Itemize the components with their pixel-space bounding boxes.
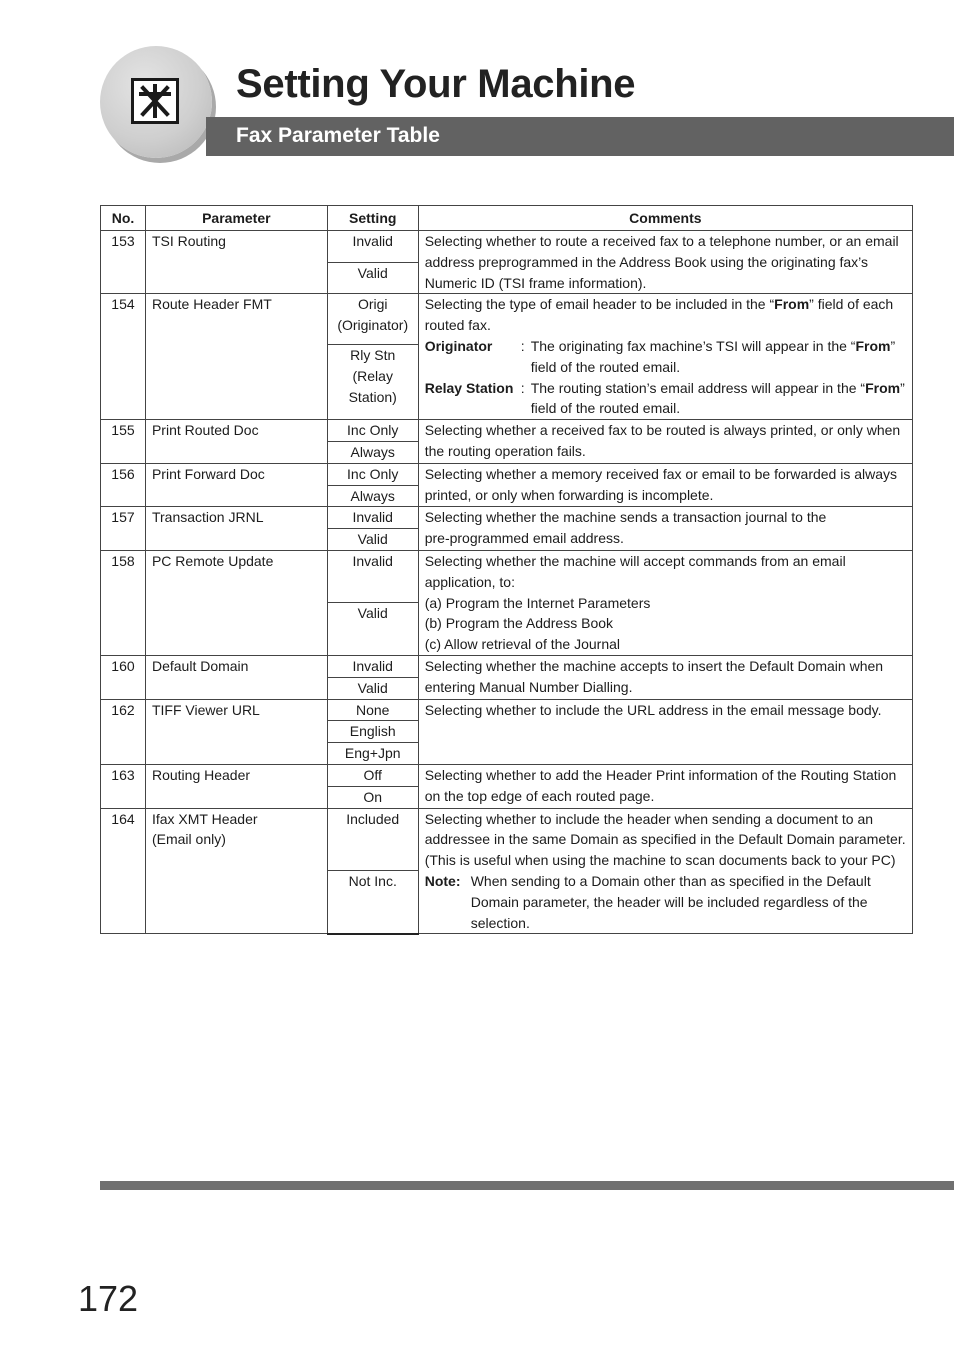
bold-field-name: From: [855, 337, 891, 354]
parameter-line: (Email only): [151, 831, 226, 848]
column-header-no: No.: [101, 206, 146, 231]
table-row: [101, 655, 913, 677]
parameter-line: Transaction JRNL: [151, 509, 264, 526]
column-header-comments: Comments: [418, 206, 912, 231]
cell-comments: [418, 764, 912, 808]
cell-setting-option: Not Inc.: [327, 870, 418, 934]
cell-setting-option: Always: [327, 485, 418, 507]
cell-comments: [418, 550, 912, 655]
parameter-line: Default Domain: [151, 657, 249, 674]
parameter-line: Route Header FMT: [151, 296, 272, 313]
cell-parameter: [145, 655, 327, 699]
cell-setting-option: None: [327, 699, 418, 721]
cell-setting-option: Invalid: [327, 550, 418, 602]
comment-line: Selecting whether the machine sends a transaction journal to the: [424, 509, 827, 526]
parameter-line: TIFF Viewer URL: [151, 701, 260, 718]
text-segment: The originating fax machine’s TSI will appear in the “: [530, 337, 856, 354]
parameter-line: TSI Routing: [151, 233, 226, 249]
table-row: [101, 231, 913, 263]
cell-setting-option: Rly Stn (Relay Station): [327, 344, 418, 419]
table-row: [101, 699, 913, 721]
option-description: [425, 378, 906, 420]
cell-setting-option: Included: [327, 808, 418, 870]
cell-comments: [418, 420, 912, 464]
comment-line: (c) Allow retrieval of the Journal: [424, 636, 621, 653]
comment-line: Selecting whether a memory received fax or email to be forwarded is always printed, or only when forwarding is incomplete.: [424, 465, 898, 503]
parameter-line: Routing Header: [151, 766, 251, 783]
cell-number: 153: [101, 231, 146, 294]
cell-parameter: [145, 808, 327, 934]
table-row: [101, 808, 913, 870]
cell-comments: [418, 463, 912, 507]
cell-number: 162: [101, 699, 146, 764]
comment-line: (a) Program the Internet Parameters: [424, 594, 651, 611]
cell-setting-option: English: [327, 721, 418, 743]
cell-number: 157: [101, 507, 146, 551]
cell-comments: [418, 231, 912, 294]
cell-setting-option: Inc Only: [327, 420, 418, 442]
table-row: [101, 294, 913, 345]
table-row: [101, 507, 913, 529]
cell-setting-option: Valid: [327, 262, 418, 294]
cell-comments: [418, 294, 912, 420]
comment-line: Selecting whether to include the header when sending a document to an addressee in the same Domain as specified in the Default Domain parameter. (This is useful when using the machine to scan documents back to your PC): [424, 810, 906, 869]
cell-parameter: [145, 699, 327, 764]
footer-rule: [100, 1181, 954, 1190]
cell-parameter: [145, 764, 327, 808]
comment-line: Selecting whether to add the Header Print information of the Routing Station on the top edge of each routed page.: [424, 766, 897, 804]
bold-field-name: From: [774, 296, 810, 313]
table-row: [101, 764, 913, 786]
page-number: 172: [78, 1278, 139, 1319]
text-segment: ” field of the routed email.: [530, 379, 905, 417]
column-header-parameter: Parameter: [145, 206, 327, 231]
cell-comments: [418, 655, 912, 699]
comment-line: Selecting whether to include the URL address in the email message body.: [424, 701, 882, 718]
parameter-line: Print Forward Doc: [151, 465, 265, 482]
cell-comments: [418, 507, 912, 551]
cell-setting-option: Always: [327, 441, 418, 463]
fax-parameter-table: [100, 205, 913, 935]
text-segment: ” field of the routed email.: [530, 337, 896, 375]
option-label: Originator: [424, 337, 493, 354]
cell-number: 155: [101, 420, 146, 464]
parameter-line: Print Routed Doc: [151, 422, 259, 439]
column-header-setting: Setting: [327, 206, 418, 231]
cell-number: 164: [101, 808, 146, 934]
parameter-line: PC Remote Update: [151, 552, 274, 569]
cell-setting-option: Valid: [327, 529, 418, 551]
comment-line: pre-programmed email address.: [424, 530, 624, 547]
comment-line: Selecting whether the machine will accept commands from an email application, to:: [424, 552, 846, 590]
table-row: [101, 463, 913, 485]
cell-parameter: [145, 231, 327, 294]
cell-number: 158: [101, 550, 146, 655]
cell-number: 160: [101, 655, 146, 699]
cell-setting-option: Invalid: [327, 507, 418, 529]
text-segment: ” field of each routed fax.: [424, 296, 894, 334]
cell-number: 154: [101, 294, 146, 420]
table-row: [101, 420, 913, 442]
comment-line: Selecting whether to route a received fax to a telephone number, or an email address preprogrammed in the Address Book using the originating fax’s Numeric ID (TSI frame information).: [424, 233, 899, 291]
cell-setting-option: Inc Only: [327, 463, 418, 485]
comment-line: (b) Program the Address Book: [424, 615, 614, 632]
cell-setting-option: Valid: [327, 603, 418, 656]
cell-comments: [418, 699, 912, 764]
chapter-icon-badge: [100, 46, 212, 158]
separator-colon: :: [520, 337, 525, 354]
page-title: Setting Your Machine: [236, 62, 636, 106]
cell-setting-option: Invalid: [327, 231, 418, 263]
table-row: [101, 550, 913, 602]
option-description: [425, 336, 906, 378]
separator-colon: :: [520, 379, 525, 396]
parameter-line: Ifax XMT Header: [151, 810, 258, 827]
cell-setting-option: On: [327, 786, 418, 808]
cell-parameter: [145, 294, 327, 420]
cell-parameter: [145, 507, 327, 551]
note-text: When sending to a Domain other than as specified in the Default Domain parameter, the header will be included regardless of the selection.: [470, 872, 871, 931]
comment-line: Selecting whether a received fax to be routed is always printed, or only when the routing operation fails.: [424, 422, 901, 459]
text-segment: Selecting the type of email header to be included in the “: [424, 296, 775, 313]
cell-setting-option: Origi (Originator): [327, 294, 418, 345]
option-text: [531, 378, 906, 420]
comment-line: Selecting whether the machine accepts to insert the Default Domain when entering Manual Number Dialling.: [424, 657, 884, 695]
note-line: [425, 871, 906, 933]
cell-parameter: [145, 420, 327, 464]
cell-comments: [418, 808, 912, 934]
cell-number: 156: [101, 463, 146, 507]
option-text: [531, 336, 906, 378]
note-label: Note:: [424, 872, 461, 889]
cell-setting-option: Off: [327, 764, 418, 786]
cell-parameter: [145, 550, 327, 655]
text-segment: The routing station’s email address will appear in the “: [530, 379, 866, 396]
option-label: Relay Station: [424, 379, 514, 396]
table-body: [101, 231, 913, 934]
function-asterisk-icon: [131, 78, 179, 124]
cell-parameter: [145, 463, 327, 507]
table-header-row: [101, 206, 913, 231]
section-title: Fax Parameter Table: [236, 124, 440, 147]
comment-line: [425, 294, 906, 336]
cell-setting-option: Invalid: [327, 655, 418, 677]
cell-setting-option: Valid: [327, 677, 418, 699]
cell-setting-option: Eng+Jpn: [327, 743, 418, 765]
bold-field-name: From: [865, 379, 901, 396]
cell-number: 163: [101, 764, 146, 808]
section-header-bar: [206, 117, 954, 156]
